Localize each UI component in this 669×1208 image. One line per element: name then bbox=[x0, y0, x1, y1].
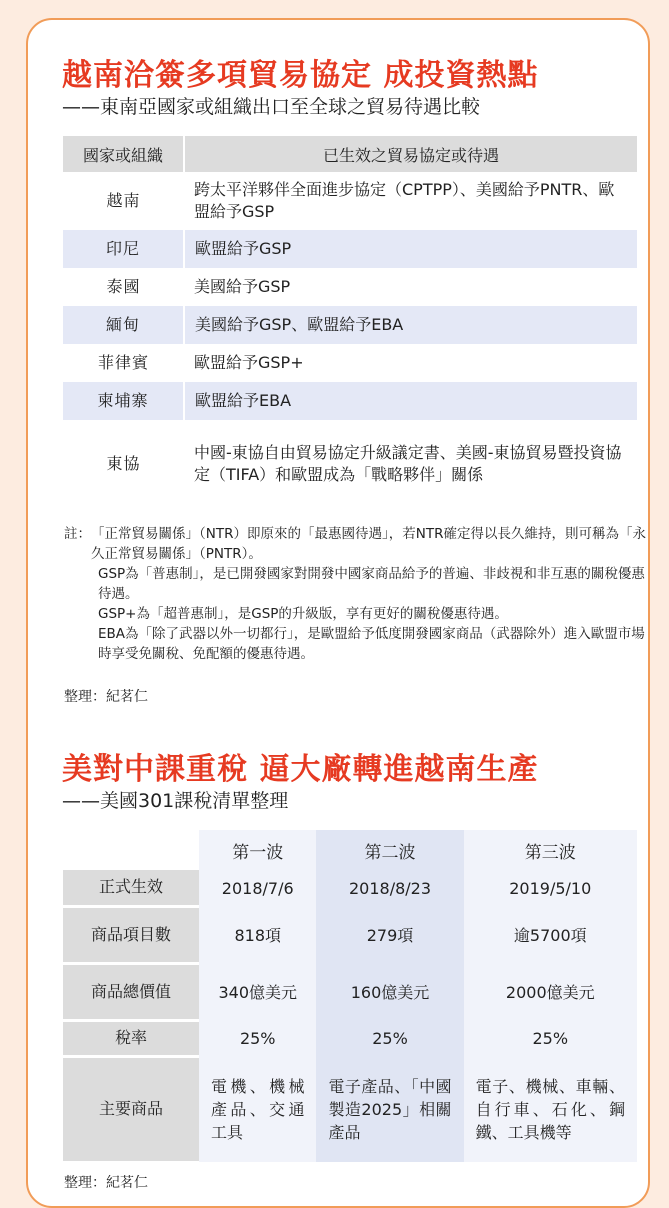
wave-header: 第三波 bbox=[464, 830, 637, 870]
footnote-prefix: 註： bbox=[64, 526, 91, 542]
value-cell: 818項 bbox=[199, 906, 316, 963]
section1-title: 越南洽簽多項貿易協定 成投資熱點 bbox=[62, 58, 539, 93]
value-cell: 電機、機械產品、交通工具 bbox=[199, 1056, 316, 1162]
wave-header: 第二波 bbox=[316, 830, 463, 870]
table-row bbox=[63, 963, 637, 1020]
country-cell: 泰國 bbox=[106, 277, 141, 296]
country-cell: 東協 bbox=[106, 454, 141, 473]
table-row bbox=[63, 420, 637, 508]
section2-title: 美對中課重稅 逼大廠轉進越南生產 bbox=[62, 752, 539, 787]
tariff-waves-table bbox=[63, 830, 637, 1164]
section2-subtitle: ——美國301課稅清單整理 bbox=[62, 790, 289, 812]
value-cell: 電子產品、「中國製造2025」相關產品 bbox=[316, 1056, 463, 1162]
treaty-cell: 歐盟給予EBA bbox=[184, 382, 637, 420]
section1-subtitle: ——東南亞國家或組織出口至全球之貿易待遇比較 bbox=[62, 96, 481, 118]
section1-editor-credit: 整理：紀茗仁 bbox=[64, 689, 148, 705]
row-label: 稅率 bbox=[63, 1020, 199, 1056]
trade-agreements-table bbox=[63, 136, 637, 508]
country-cell: 緬甸 bbox=[63, 306, 184, 344]
country-cell: 印尼 bbox=[63, 230, 184, 268]
value-cell: 25% bbox=[316, 1020, 463, 1056]
treaty-cell: 歐盟給予GSP bbox=[184, 230, 637, 268]
table-row bbox=[63, 1020, 637, 1056]
col-header-country: 國家或組織 bbox=[63, 136, 184, 172]
country-cell: 柬埔寨 bbox=[63, 382, 184, 420]
table-row bbox=[63, 906, 637, 963]
wave-header: 第一波 bbox=[199, 830, 316, 870]
country-cell: 越南 bbox=[106, 191, 141, 210]
footnote: GSP為「普惠制」，是已開發國家對開發中國家商品給予的普遍、非歧視和非互惠的關稅優惠待遇。 bbox=[98, 566, 645, 602]
row-label: 商品項目數 bbox=[63, 906, 199, 963]
country-cell: 菲律賓 bbox=[97, 353, 149, 372]
table-row bbox=[63, 230, 637, 268]
treaty-cell: 跨太平洋夥伴全面進步協定（CPTPP）、美國給予PNTR、歐盟給予GSP bbox=[194, 180, 615, 221]
treaty-cell: 歐盟給予GSP+ bbox=[194, 353, 304, 372]
section2-editor-credit: 整理：紀茗仁 bbox=[64, 1175, 148, 1191]
value-cell: 2018/8/23 bbox=[316, 870, 463, 906]
footnote: EBA為「除了武器以外一切都行」，是歐盟給予低度開發國家商品（武器除外）進入歐盟市場時享受免關稅、免配額的優惠待遇。 bbox=[98, 626, 645, 662]
footnote: GSP+為「超普惠制」，是GSP的升級版，享有更好的關稅優惠待遇。 bbox=[98, 606, 508, 622]
table-row bbox=[63, 344, 637, 382]
infographic-card bbox=[26, 18, 650, 1208]
value-cell: 2018/7/6 bbox=[199, 870, 316, 906]
table-header-row bbox=[63, 136, 637, 172]
row-label: 正式生效 bbox=[63, 870, 199, 906]
treaty-cell: 美國給予GSP bbox=[194, 277, 291, 296]
footnote-text: 「正常貿易關係」（NTR）即原來的「最惠國待遇」，若NTR確定得以長久維持，則可稱為「永久正常貿易關係」（PNTR）。 bbox=[91, 526, 646, 562]
row-label: 主要商品 bbox=[63, 1056, 199, 1162]
value-cell: 25% bbox=[199, 1020, 316, 1056]
value-cell: 電子、機械、車輛、自行車、石化、鋼鐵、工具機等 bbox=[464, 1056, 637, 1162]
table-row bbox=[63, 268, 637, 306]
treaty-cell: 美國給予GSP、歐盟給予EBA bbox=[184, 306, 637, 344]
value-cell: 2019/5/10 bbox=[464, 870, 637, 906]
col-header-treaty: 已生效之貿易協定或待遇 bbox=[184, 136, 637, 172]
corner-cell bbox=[63, 830, 199, 870]
table-row bbox=[63, 382, 637, 420]
value-cell: 279項 bbox=[316, 906, 463, 963]
table-row bbox=[63, 172, 637, 230]
value-cell: 160億美元 bbox=[316, 963, 463, 1020]
footnotes bbox=[64, 524, 650, 664]
table-row bbox=[63, 306, 637, 344]
value-cell: 2000億美元 bbox=[464, 963, 637, 1020]
table-header-row bbox=[63, 830, 637, 870]
value-cell: 340億美元 bbox=[199, 963, 316, 1020]
treaty-cell: 中國-東協自由貿易協定升級議定書、美國-東協貿易暨投資協定（TIFA）和歐盟成為「戰略夥伴」關係 bbox=[194, 443, 622, 484]
table-row bbox=[63, 1056, 637, 1162]
row-label: 商品總價值 bbox=[63, 963, 199, 1020]
value-cell: 逾5700項 bbox=[464, 906, 637, 963]
footnote bbox=[64, 524, 650, 564]
value-cell: 25% bbox=[464, 1020, 637, 1056]
table-row bbox=[63, 870, 637, 906]
